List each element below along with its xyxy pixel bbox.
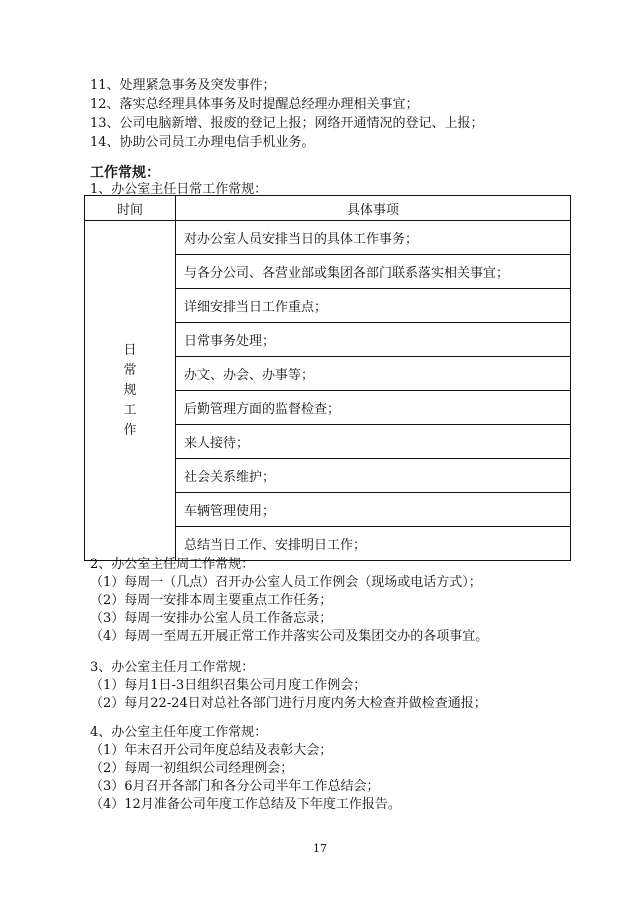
weekly-heading: 2、办公室主任周工作常规： (90, 557, 255, 572)
table-row (85, 221, 571, 255)
section-title: 工作常规： (90, 165, 160, 181)
yearly-heading: 4、办公室主任年度工作常规： (90, 725, 268, 740)
table-item: 办文、办会、办事等； (176, 357, 571, 391)
table-item: 社会关系维护； (176, 459, 571, 493)
weekly-item: （3）每周一安排办公室人员工作备忘录； (90, 611, 333, 626)
weekly-item: （1）每周一（几点）召开办公室人员工作例会（现场或电话方式）； (90, 575, 482, 590)
table-item: 来人接待； (176, 425, 571, 459)
intro-item-12: 12、落实总经理具体事务及时提醒总经理办理相关事宜； (90, 97, 419, 112)
yearly-item: （4）12月准备公司年度工作总结及下年度工作报告。 (90, 797, 401, 812)
table-item: 对办公室人员安排当日的具体工作事务； (176, 221, 571, 255)
table-item: 日常事务处理； (176, 323, 571, 357)
intro-item-11: 11、处理紧急事务及突发事件； (90, 78, 276, 93)
yearly-item: （3）6月召开各部门和各分公司半年工作总结会； (90, 779, 380, 794)
monthly-item: （1）每月1日-3日组织召集公司月度工作例会； (90, 678, 367, 693)
table-item: 与各分公司、各营业部或集团各部门联系落实相关事宜； (176, 255, 571, 289)
page-number: 17 (313, 842, 327, 855)
monthly-heading: 3、办公室主任月工作常规： (90, 660, 255, 675)
weekly-item: （4）每周一至周五开展正常工作并落实公司及集团交办的各项事宜。 (90, 629, 489, 644)
monthly-item: （2）每月22-24日对总社各部门进行月度内务大检查并做检查通报； (90, 696, 487, 711)
table-item: 车辆管理使用； (176, 493, 571, 527)
daily-routine-table (84, 195, 571, 561)
yearly-item: （2）每周一初组织公司经理例会； (90, 761, 294, 776)
column-header-items: 具体事项 (176, 196, 571, 221)
intro-item-14: 14、协助公司员工办理电信手机业务。 (90, 135, 315, 150)
time-label: 日常规工作 (123, 342, 137, 438)
table-item: 详细安排当日工作重点； (176, 289, 571, 323)
intro-item-13: 13、公司电脑新增、报废的登记上报；网络开通情况的登记、上报； (90, 116, 484, 131)
weekly-item: （2）每周一安排本周主要重点工作任务； (90, 593, 333, 608)
yearly-item: （1）年末召开公司年度总结及表彰大会； (90, 743, 333, 758)
table-header-row (85, 196, 571, 221)
column-header-time: 时间 (85, 196, 176, 221)
daily-heading: 1、办公室主任日常工作常规： (90, 182, 268, 197)
table-item: 总结当日工作、安排明日工作； (176, 527, 571, 561)
table-item: 后勤管理方面的监督检查； (176, 391, 571, 425)
time-cell (85, 221, 176, 561)
